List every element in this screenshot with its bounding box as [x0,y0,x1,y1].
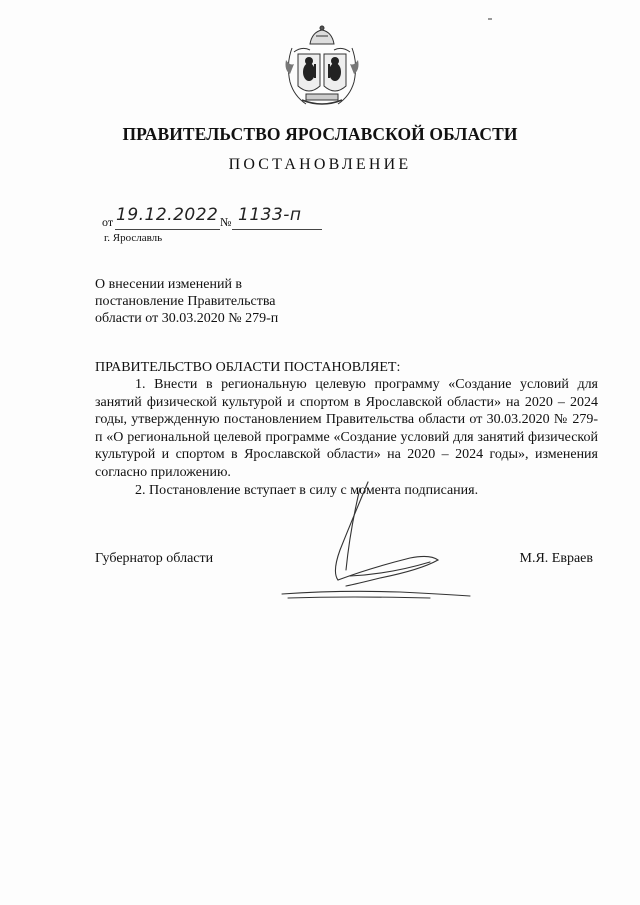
resolves-heading: ПРАВИТЕЛЬСТВО ОБЛАСТИ ПОСТАНОВЛЯЕТ: [95,360,401,375]
subject-line: О внесении изменений в [95,277,243,292]
scan-mark [488,18,492,20]
number-label: № [220,215,232,229]
paragraph-1-text: 1. Внести в региональную целевую программу «Создание условий для занятий физической культурой и спортом в Ярославской области» на 2020 – 2024 годы, утвержденную постановлением Правительства области от 30.03.2020 № 279-п «О региональной целевой программе «Создание условий для занятий физической культурой и спортом в Ярославской области» на 2020 – 2024 годы», изменения согласно приложению. [95,377,598,480]
subject-line: области от 30.03.2020 № 279-п [95,311,279,326]
paragraph-2: 2. Постановление вступает в силу с момента подписания. [135,483,479,498]
signature-icon [280,480,480,610]
signatory-name: М.Я. Евраев [519,551,593,566]
document-subject [95,276,335,327]
date-underline [115,229,220,230]
registration-row [102,205,342,231]
document-type: ПОСТАНОВЛЕНИЕ [228,156,412,173]
subject-line: постановление Правительства [95,294,276,309]
coat-of-arms-icon [272,24,372,110]
government-title: ПРАВИТЕЛЬСТВО ЯРОСЛАВСКОЙ ОБЛАСТИ [122,124,518,144]
signatory-position: Губернатор области [95,551,214,566]
city-label: г. Ярославль [104,232,163,244]
number-underline [232,229,322,230]
paragraph-1 [95,376,598,481]
handwritten-number: 1133-п [238,205,302,225]
from-label: от [102,215,114,229]
handwritten-date: 19.12.2022 [116,205,219,225]
